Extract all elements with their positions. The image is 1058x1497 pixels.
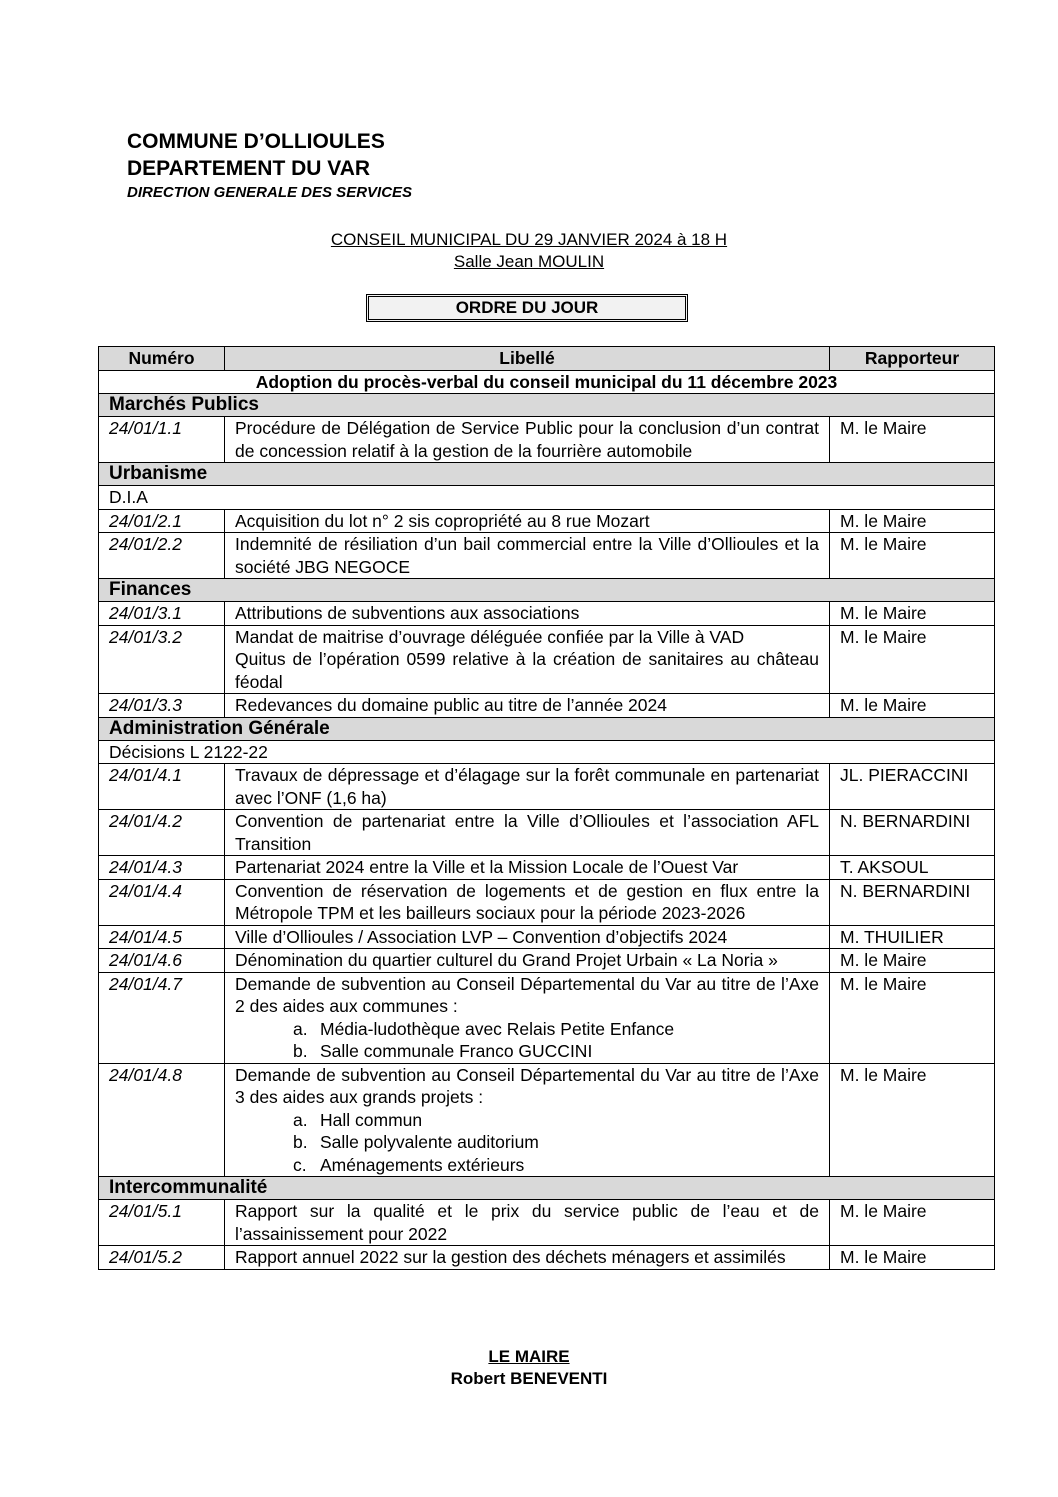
table-row: 24/01/5.1 Rapport sur la qualité et le prix du service public de l’eau et de l’assainissement pour 2022 M. le Maire [99, 1200, 995, 1246]
list-item: b. Salle communale Franco GUCCINI [293, 1041, 593, 1061]
table-row: 24/01/4.7 Demande de subvention au Conseil Départemental du Var au titre de l’Axe 2 des aides aux communes : a. Média-ludothèque avec Relais Petite Enfance b. Salle communale Franco GUCCINI M. le Maire [99, 972, 995, 1063]
table-row: 24/01/4.8 Demande de subvention au Conseil Départemental du Var au titre de l’Axe 3 des aides aux grands projets : a. Hall commun b. Salle polyvalente auditorium c. Aménagements extérieurs M. le Maire [99, 1063, 995, 1177]
table-row: 24/01/4.2 Convention de partenariat entre la Ville d’Ollioules et l’association AFL Transition N. BERNARDINI [99, 810, 995, 856]
section-administration-generale: Administration Générale [99, 717, 995, 740]
table-row: 24/01/3.2 Mandat de maitrise d’ouvrage déléguée confiée par la Ville à VAD Quitus de l’opération 0599 relative à la création de sanitaires au château féodal M. le Maire [99, 625, 995, 694]
signature-title: LE MAIRE [488, 1347, 570, 1366]
document-header [127, 128, 412, 203]
adoption-row: Adoption du procès-verbal du conseil municipal du 11 décembre 2023 [99, 370, 995, 394]
sub-item-list [235, 1018, 819, 1063]
signature-block [0, 1346, 1058, 1390]
signature-name: Robert BENEVENTI [450, 1369, 608, 1388]
meeting-info [0, 229, 1058, 273]
list-item: b. Salle polyvalente auditorium [293, 1132, 539, 1152]
table-row: 24/01/4.4 Convention de réservation de logements et de gestion en flux entre la Métropole TPM et les bailleurs sociaux pour la période 2023-2026 N. BERNARDINI [99, 879, 995, 925]
table-row: 24/01/5.2 Rapport annuel 2022 sur la gestion des déchets ménagers et assimilés M. le Maire [99, 1246, 995, 1270]
direction-name: DIRECTION GENERALE DES SERVICES [127, 184, 413, 201]
table-row: 24/01/2.1 Acquisition du lot n° 2 sis copropriété au 8 rue Mozart M. le Maire [99, 509, 995, 533]
table-row: 24/01/3.3 Redevances du domaine public au titre de l’année 2024 M. le Maire [99, 694, 995, 718]
meeting-title: CONSEIL MUNICIPAL DU 29 JANVIER 2024 à 18 H [330, 230, 728, 249]
subsection-dia: D.I.A [99, 486, 995, 510]
section-marches-publics: Marchés Publics [99, 394, 995, 417]
section-urbanisme: Urbanisme [99, 463, 995, 486]
section-intercommunalite: Intercommunalité [99, 1177, 995, 1200]
table-row: 24/01/1.1 Procédure de Délégation de Service Public pour la conclusion d’un contrat de concession relatif à la gestion de la fourrière automobile M. le Maire [99, 417, 995, 463]
subsection-decisions: Décisions L 2122-22 [99, 740, 995, 764]
table-row: 24/01/3.1 Attributions de subventions aux associations M. le Maire [99, 602, 995, 626]
departement-name: DEPARTEMENT DU VAR [127, 157, 371, 180]
section-finances: Finances [99, 579, 995, 602]
table-row: 24/01/4.1 Travaux de dépressage et d’élagage sur la forêt communale en partenariat avec l’ONF (1,6 ha) JL. PIERACCINI [99, 764, 995, 810]
agenda-title: ORDRE DU JOUR [366, 294, 688, 322]
list-item: a. Média-ludothèque avec Relais Petite Enfance [293, 1018, 675, 1039]
header-numero: Numéro [99, 347, 225, 371]
list-item: c. Aménagements extérieurs [293, 1154, 525, 1175]
table-row: 24/01/4.3 Partenariat 2024 entre la Ville et la Mission Locale de l’Ouest Var T. AKSOUL [99, 856, 995, 880]
agenda-table [98, 346, 995, 1270]
header-rapporteur: Rapporteur [830, 347, 995, 371]
header-libelle: Libellé [225, 347, 830, 371]
meeting-room: Salle Jean MOULIN [453, 252, 605, 271]
table-row: 24/01/4.5 Ville d’Ollioules / Association LVP – Convention d’objectifs 2024 M. THUILIER [99, 925, 995, 949]
commune-name: COMMUNE D’OLLIOULES [127, 130, 385, 153]
sub-item-list [235, 1109, 819, 1177]
table-header-row [99, 347, 995, 371]
list-item: a. Hall commun [293, 1109, 423, 1130]
table-row: 24/01/4.6 Dénomination du quartier culturel du Grand Projet Urbain « La Noria » M. le Maire [99, 949, 995, 973]
table-row: 24/01/2.2 Indemnité de résiliation d’un bail commercial entre la Ville d’Ollioules et la société JBG NEGOCE M. le Maire [99, 533, 995, 579]
